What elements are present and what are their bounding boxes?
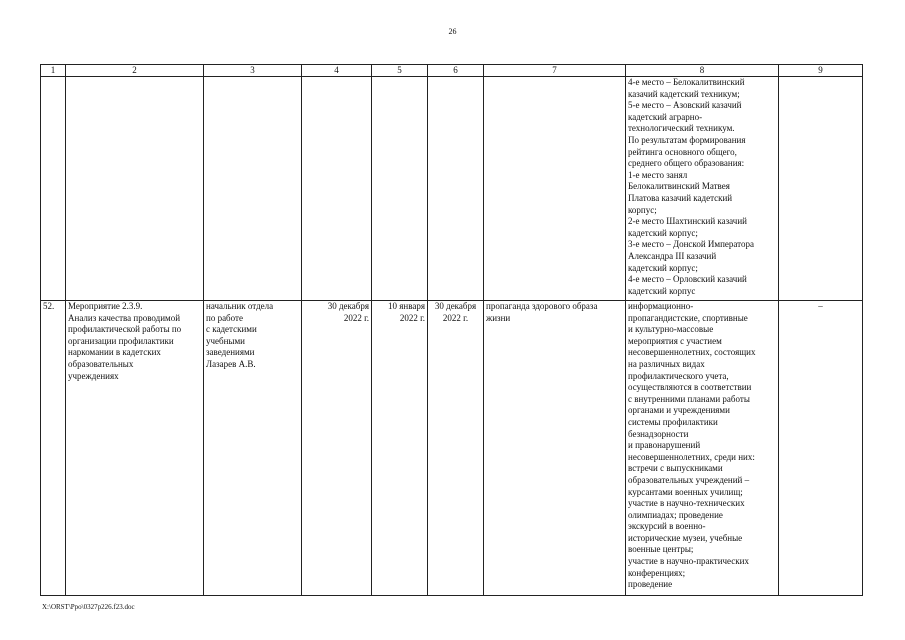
file-path-footer: X:\ORST\Ppo\0327p226.f23.doc	[42, 603, 135, 611]
notes-cell: –	[779, 301, 863, 596]
result-description-cell: пропаганда здорового образа жизни	[484, 301, 626, 596]
table-cell	[484, 77, 626, 301]
table-row	[41, 301, 863, 596]
table-cell	[204, 77, 302, 301]
end-date-cell: 30 декабря 2022 г.	[428, 301, 484, 596]
results-cell: 4-е место – Белокалитвинский казачий кадетский техникум; 5-е место – Азовский казачий кадетский аграрно- технологический техникум. По результатам формирования рейтинга основного общего, среднего общего образования: 1-е место занял Белокалитвинский Матвея Платова казачий кадетский корпус; 2-е место Шахтинский казачий кадетский корпус; 3-е место – Донской Императора Александра III казачий кадетский корпус; 4-е место – Орловский казачий кадетский корпус	[626, 77, 779, 301]
table-row	[41, 77, 863, 301]
responsible-cell: начальник отдела по работе с кадетскими учебными заведениями Лазарев А.В.	[204, 301, 302, 596]
column-header: 6	[428, 65, 484, 77]
results-cell: информационно- пропагандистские, спортивные и культурно-массовые мероприятия с участием несовершеннолетних, состоящих на различных видах профилактического учета, осуществляются в соответствии с внутренними планами работы органами и учреждениями системы профилактики безнадзорности и правонарушений несовершеннолетних, среди них: встречи с выпускниками образовательных учреждений – курсантами военных училищ; участие в научно-технических олимпиадах; проведение экскурсий в военно- исторические музеи, учебные военные центры; участие в научно-практических конференциях; проведение	[626, 301, 779, 596]
table-cell	[779, 77, 863, 301]
activity-name-cell: Мероприятие 2.3.9. Анализ качества проводимой профилактической работы по организации профилактики наркомании в кадетских образовательных учреждениях	[66, 301, 204, 596]
page-number: 26	[448, 27, 457, 36]
column-header: 8	[626, 65, 779, 77]
row-number-cell: 52.	[41, 301, 66, 596]
planned-date-cell: 30 декабря 2022 г.	[302, 301, 372, 596]
table-cell	[302, 77, 372, 301]
table-cell	[41, 77, 66, 301]
column-header: 9	[779, 65, 863, 77]
activities-table	[40, 64, 863, 596]
table-cell	[372, 77, 428, 301]
column-header: 3	[204, 65, 302, 77]
start-date-cell: 10 января 2022 г.	[372, 301, 428, 596]
table-cell	[428, 77, 484, 301]
table-cell	[66, 77, 204, 301]
table-header-row	[41, 65, 863, 77]
column-header: 7	[484, 65, 626, 77]
column-header: 1	[41, 65, 66, 77]
column-header: 4	[302, 65, 372, 77]
column-header: 2	[66, 65, 204, 77]
column-header: 5	[372, 65, 428, 77]
